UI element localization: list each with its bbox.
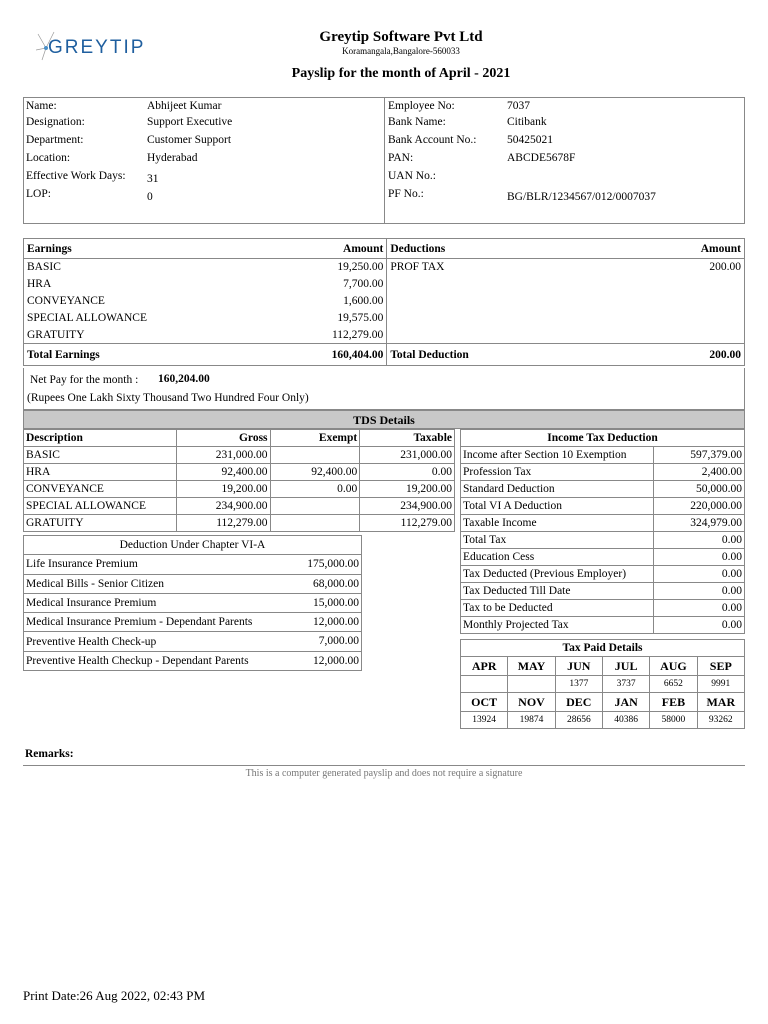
- via-column-divider: [361, 575, 362, 593]
- itd-row: [461, 583, 745, 600]
- earnings-header-cell: Deductions: [387, 239, 672, 259]
- itd-row: [461, 566, 745, 583]
- via-row: [24, 651, 362, 670]
- month-header: MAY: [508, 657, 555, 676]
- tax-paid-row: [461, 712, 745, 729]
- deduction-name: [387, 310, 672, 327]
- employee-info-box: [23, 97, 745, 224]
- deduction-name: PROF TAX: [390, 261, 445, 274]
- itd-value: 50,000.00: [653, 481, 744, 498]
- gross-row: [24, 481, 455, 498]
- itd-label: Tax Deducted Till Date: [461, 583, 654, 600]
- itd-row: [461, 464, 745, 481]
- via-item-name: Life Insurance Premium: [26, 558, 138, 571]
- logo-text: GREYTIP: [48, 37, 146, 58]
- via-item-name: Preventive Health Checkup - Dependant Parents: [26, 654, 249, 667]
- deduction-amount: [672, 276, 744, 293]
- gross-cell: [270, 447, 360, 464]
- gross-cell: 234,900.00: [360, 498, 455, 515]
- employee-field-label: LOP:: [26, 188, 51, 200]
- itd-value: 0.00: [653, 600, 744, 617]
- earnings-row: [24, 293, 745, 310]
- itd-label: Income after Section 10 Exemption: [461, 447, 654, 464]
- tax-paid-amount: [461, 676, 508, 693]
- net-pay-value: 160,204.00: [158, 373, 210, 385]
- via-title-row: [24, 536, 362, 555]
- itd-label: Monthly Projected Tax: [461, 617, 654, 634]
- itd-row: [461, 498, 745, 515]
- itd-row: [461, 447, 745, 464]
- itd-label: Taxable Income: [461, 515, 654, 532]
- tds-details-title: TDS Details: [23, 410, 745, 429]
- itd-label: Education Cess: [461, 549, 654, 566]
- employee-field-value: 31: [147, 173, 159, 185]
- itd-value: 324,979.00: [653, 515, 744, 532]
- gross-cell: BASIC: [24, 447, 177, 464]
- employee-box-divider: [384, 97, 385, 224]
- tax-paid-amount: 93262: [697, 712, 744, 729]
- earnings-header-row: [24, 239, 745, 259]
- gross-cell: 0.00: [360, 464, 455, 481]
- employee-field-value: ABCDE5678F: [507, 152, 576, 164]
- tax-paid-row: [461, 693, 745, 712]
- employee-field-label: Department:: [26, 134, 84, 146]
- gross-cell: 19,200.00: [360, 481, 455, 498]
- itd-label: Tax to be Deducted: [461, 600, 654, 617]
- gross-row: [24, 464, 455, 481]
- itd-row: [461, 515, 745, 532]
- gross-cell: 0.00: [270, 481, 360, 498]
- gross-header-cell: Exempt: [270, 430, 360, 447]
- via-column-divider: [361, 594, 362, 612]
- tax-paid-amount: 40386: [602, 712, 649, 729]
- itd-value: 0.00: [653, 532, 744, 549]
- employee-field-label: Designation:: [26, 116, 85, 128]
- deduction-name: [387, 293, 672, 310]
- via-row-cell: [24, 555, 362, 574]
- itd-value: 0.00: [653, 583, 744, 600]
- via-row-cell: [24, 632, 362, 651]
- tax-paid-title: Tax Paid Details: [461, 640, 745, 657]
- via-column-divider: [361, 613, 362, 631]
- total-earnings-value: 160,404.00: [150, 344, 387, 366]
- via-row-cell: [24, 593, 362, 612]
- earnings-header-cell: Amount: [150, 239, 387, 259]
- via-row-cell: [24, 651, 362, 670]
- gross-cell: SPECIAL ALLOWANCE: [24, 498, 177, 515]
- earnings-header-cell: Amount: [672, 239, 744, 259]
- via-item-amount: 12,000.00: [313, 616, 359, 629]
- gross-cell: 231,000.00: [176, 447, 270, 464]
- employee-field-label: UAN No.:: [388, 170, 436, 182]
- gross-cell: [270, 515, 360, 532]
- earning-name: BASIC: [27, 261, 61, 274]
- month-header: AUG: [650, 657, 697, 676]
- tax-paid-amount: 13924: [461, 712, 508, 729]
- tax-paid-amount: 6652: [650, 676, 697, 693]
- net-pay-box: [23, 368, 745, 410]
- employee-field-label: PAN:: [388, 152, 414, 164]
- employee-field-label: Name:: [26, 100, 57, 112]
- payslip-title: Payslip for the month of April - 2021: [291, 66, 511, 81]
- month-header: NOV: [508, 693, 555, 712]
- itd-value: 0.00: [653, 566, 744, 583]
- gross-cell: HRA: [24, 464, 177, 481]
- employee-field-value: Citibank: [507, 116, 547, 128]
- itd-label: Total Tax: [461, 532, 654, 549]
- employee-field-value: Customer Support: [147, 134, 232, 146]
- earning-amount: 1,600.00: [150, 293, 387, 310]
- tax-paid-amount: 1377: [555, 676, 602, 693]
- tax-paid-row: [461, 676, 745, 693]
- itd-value: 0.00: [653, 549, 744, 566]
- earning-name: HRA: [27, 278, 52, 290]
- itd-value: 2,400.00: [653, 464, 744, 481]
- employee-field-label: Bank Name:: [388, 116, 446, 128]
- itd-label: Tax Deducted (Previous Employer): [461, 566, 654, 583]
- via-item-name: Medical Bills - Senior Citizen: [26, 577, 164, 590]
- print-date: Print Date:26 Aug 2022, 02:43 PM: [23, 988, 206, 1003]
- deduction-amount: [672, 327, 744, 344]
- via-item-amount: 12,000.00: [313, 654, 359, 667]
- via-column-divider: [361, 555, 362, 573]
- net-pay-label: Net Pay for the month :: [30, 374, 139, 386]
- employee-field-label: Employee No:: [388, 100, 455, 112]
- gross-cell: 231,000.00: [360, 447, 455, 464]
- itd-value: 0.00: [653, 617, 744, 634]
- gross-cell: GRATUITY: [24, 515, 177, 532]
- gross-header-cell: Description: [24, 430, 177, 447]
- earning-amount: 19,575.00: [150, 310, 387, 327]
- itd-row: [461, 549, 745, 566]
- gross-header-row: [24, 430, 455, 447]
- earnings-row: [24, 276, 745, 293]
- itd-row: [461, 600, 745, 617]
- via-item-name: Preventive Health Check-up: [26, 635, 157, 648]
- deduction-amount: [672, 310, 744, 327]
- earnings-row: [24, 310, 745, 327]
- month-header: JAN: [602, 693, 649, 712]
- via-column-divider: [361, 632, 362, 650]
- earnings-row: [24, 259, 745, 276]
- month-header: SEP: [697, 657, 744, 676]
- company-address: Koramangala,Bangalore-560033: [342, 46, 460, 56]
- earning-name: CONVEYANCE: [27, 295, 105, 307]
- employee-field-value: 0: [147, 191, 153, 203]
- month-header: FEB: [650, 693, 697, 712]
- via-item-amount: 15,000.00: [313, 596, 359, 609]
- itd-label: Profession Tax: [461, 464, 654, 481]
- itd-label: Total VI A Deduction: [461, 498, 654, 515]
- tds-gross-table: [23, 429, 455, 532]
- itd-row: [461, 532, 745, 549]
- via-row: [24, 593, 362, 612]
- total-deduction-label: Total Deduction: [387, 344, 672, 366]
- deduction-amount: 200.00: [709, 261, 741, 274]
- income-tax-deduction-table: [460, 429, 745, 634]
- earning-name: SPECIAL ALLOWANCE: [27, 312, 148, 324]
- itd-value: 597,379.00: [653, 447, 744, 464]
- tax-paid-amount: 3737: [602, 676, 649, 693]
- gross-cell: CONVEYANCE: [24, 481, 177, 498]
- deduction-name: [387, 276, 672, 293]
- tax-paid-amount: 19874: [508, 712, 555, 729]
- employee-field-value: Support Executive: [147, 116, 233, 128]
- gross-cell: 112,279.00: [176, 515, 270, 532]
- total-deduction-value: 200.00: [672, 344, 744, 366]
- via-row: [24, 632, 362, 651]
- gross-cell: 92,400.00: [176, 464, 270, 481]
- via-row: [24, 613, 362, 632]
- via-row-cell: [24, 574, 362, 593]
- month-header: JUL: [602, 657, 649, 676]
- itd-value: 220,000.00: [653, 498, 744, 515]
- gross-row: [24, 498, 455, 515]
- deduction-amount: [672, 293, 744, 310]
- total-earnings-label: Total Earnings: [24, 344, 151, 366]
- via-item-amount: 175,000.00: [307, 558, 359, 571]
- deduction-name: [387, 327, 672, 344]
- via-item-name: Medical Insurance Premium - Dependant Parents: [26, 616, 253, 629]
- net-pay-words: (Rupees One Lakh Sixty Thousand Two Hundred Four Only): [27, 392, 309, 404]
- earning-amount: 112,279.00: [150, 327, 387, 344]
- itd-row: [461, 481, 745, 498]
- earnings-total-row: [24, 344, 745, 366]
- employee-field-value: 7037: [507, 100, 530, 112]
- gross-row: [24, 515, 455, 532]
- itd-label: Standard Deduction: [461, 481, 654, 498]
- via-item-name: Medical Insurance Premium: [26, 597, 157, 610]
- gross-row: [24, 447, 455, 464]
- employee-field-value: Abhijeet Kumar: [147, 100, 222, 112]
- gross-cell: 112,279.00: [360, 515, 455, 532]
- earnings-deductions-table: [23, 238, 745, 366]
- gross-header-cell: Gross: [176, 430, 270, 447]
- chapter-via-table: [23, 535, 362, 671]
- month-header: MAR: [697, 693, 744, 712]
- earnings-row: [24, 327, 745, 344]
- remarks-label: Remarks:: [25, 748, 74, 760]
- employee-field-label: Effective Work Days:: [26, 170, 126, 182]
- gross-cell: 19,200.00: [176, 481, 270, 498]
- employee-field-value: Hyderabad: [147, 152, 198, 164]
- month-header: OCT: [461, 693, 508, 712]
- via-row: [24, 574, 362, 593]
- earnings-header-cell: Earnings: [24, 239, 151, 259]
- tax-paid-details-table: [460, 639, 745, 729]
- earning-name: GRATUITY: [27, 328, 85, 341]
- gross-cell: 92,400.00: [270, 464, 360, 481]
- employee-field-value: 50425021: [507, 134, 553, 146]
- employee-field-label: Location:: [26, 152, 71, 164]
- via-item-amount: 7,000.00: [318, 635, 359, 648]
- remarks-divider: [23, 765, 745, 766]
- tax-paid-amount: 9991: [697, 676, 744, 693]
- itd-title-row: [461, 430, 745, 447]
- employee-field-value: BG/BLR/1234567/012/0007037: [507, 191, 656, 203]
- earning-amount: 19,250.00: [150, 259, 387, 276]
- via-title: Deduction Under Chapter VI-A: [24, 536, 362, 555]
- gross-header-cell: Taxable: [360, 430, 455, 447]
- gross-cell: [270, 498, 360, 515]
- via-row: [24, 555, 362, 574]
- tax-paid-amount: [508, 676, 555, 693]
- itd-row: [461, 617, 745, 634]
- via-row-cell: [24, 613, 362, 632]
- tax-paid-amount: 58000: [650, 712, 697, 729]
- via-column-divider: [361, 652, 362, 670]
- employee-field-label: Bank Account No.:: [388, 134, 477, 146]
- tax-paid-title-row: [461, 640, 745, 657]
- employee-field-label: PF No.:: [388, 188, 424, 200]
- signature-note: This is a computer generated payslip and does not require a signature: [245, 768, 523, 779]
- earning-amount: 7,700.00: [150, 276, 387, 293]
- company-name: Greytip Software Pvt Ltd: [319, 29, 483, 45]
- month-header: APR: [461, 657, 508, 676]
- gross-cell: 234,900.00: [176, 498, 270, 515]
- month-header: DEC: [555, 693, 602, 712]
- month-header: JUN: [555, 657, 602, 676]
- via-item-amount: 68,000.00: [313, 577, 359, 590]
- tax-paid-amount: 28656: [555, 712, 602, 729]
- tax-paid-row: [461, 657, 745, 676]
- itd-title: Income Tax Deduction: [461, 430, 745, 447]
